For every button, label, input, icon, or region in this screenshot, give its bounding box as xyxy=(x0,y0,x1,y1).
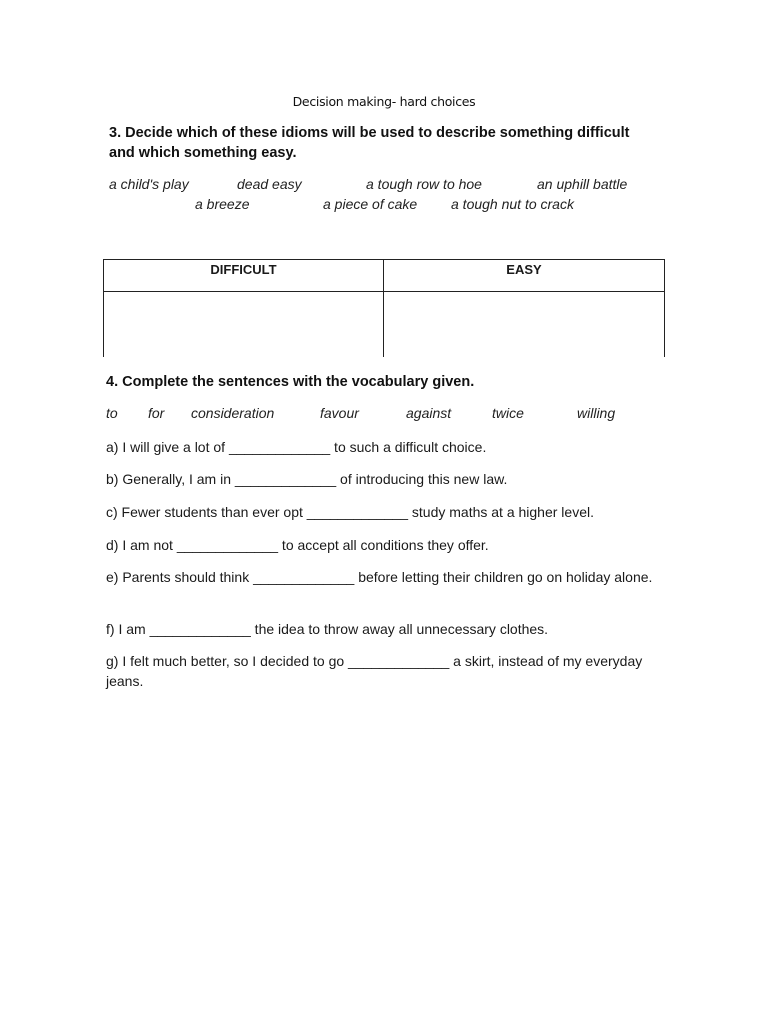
sentence-g xyxy=(106,651,666,691)
section-4-heading: 4. Complete the sentences with the vocabulary given. xyxy=(106,374,475,390)
vocabulary-item: twice xyxy=(492,405,524,421)
idiom-item: a tough row to hoe xyxy=(366,176,482,192)
section-3-heading xyxy=(109,123,649,163)
sentence-text: before letting their children go on holiday alone. xyxy=(354,569,653,585)
vocabulary-item: for xyxy=(148,405,165,421)
sentence-text: of introducing this new law. xyxy=(336,471,508,487)
sentence-text: f) I am xyxy=(106,621,150,637)
section-3-heading-line-1: 3. Decide which of these idioms will be used to describe something difficult xyxy=(109,125,630,141)
idiom-item: a breeze xyxy=(195,196,250,212)
sentence-e xyxy=(106,567,666,587)
sentence-text: c) Fewer students than ever opt xyxy=(106,504,307,520)
section-3-heading-line-2: and which something easy. xyxy=(109,145,297,161)
idiom-item: a child's play xyxy=(109,176,189,192)
difficult-answer-cell[interactable] xyxy=(104,292,384,358)
sentence-text: the idea to throw away all unnecessary clothes. xyxy=(250,621,549,637)
difficult-easy-table xyxy=(103,259,665,357)
sentence-text: d) I am not xyxy=(106,537,177,553)
sentence-text: to accept all conditions they offer. xyxy=(278,537,489,553)
sentence-c xyxy=(106,502,666,522)
answer-blank[interactable]: _____________ xyxy=(306,504,408,520)
sentence-a xyxy=(106,437,666,457)
vocabulary-item: against xyxy=(406,405,452,421)
table-header-easy: EASY xyxy=(384,260,665,292)
vocabulary-item: consideration xyxy=(191,405,275,421)
sentence-d xyxy=(106,535,666,555)
sentence-text: g) I felt much better, so I decided to go xyxy=(106,653,349,669)
answer-blank[interactable]: _____________ xyxy=(176,537,279,553)
sentence-text: e) Parents should think xyxy=(106,569,254,585)
sentence-b xyxy=(106,469,666,489)
table-header-difficult: DIFFICULT xyxy=(104,260,384,292)
sentence-text: b) Generally, I am in xyxy=(106,471,235,487)
answer-blank[interactable]: _____________ xyxy=(234,471,337,487)
vocabulary-item: willing xyxy=(577,405,616,421)
idiom-item: a tough nut to crack xyxy=(451,196,574,212)
answer-blank[interactable]: _____________ xyxy=(253,569,355,585)
page-title: Decision making- hard choices xyxy=(292,94,476,109)
easy-answer-cell[interactable] xyxy=(384,292,665,358)
sentence-text: study maths at a higher level. xyxy=(408,504,594,520)
answer-blank[interactable]: _____________ xyxy=(228,439,331,455)
answer-blank[interactable]: _____________ xyxy=(149,621,251,637)
sentence-text: to such a difficult choice. xyxy=(330,439,487,455)
vocabulary-item: favour xyxy=(320,405,359,421)
sentence-f xyxy=(106,619,666,639)
answer-blank[interactable]: _____________ xyxy=(348,653,450,669)
idiom-item: an uphill battle xyxy=(537,176,628,192)
idiom-item: dead easy xyxy=(237,176,302,192)
sentence-text: a) I will give a lot of xyxy=(106,439,229,455)
idiom-item: a piece of cake xyxy=(323,196,418,212)
vocabulary-item: to xyxy=(106,405,118,421)
sentence-text: a skirt, instead of my everyday jeans. xyxy=(106,653,643,689)
